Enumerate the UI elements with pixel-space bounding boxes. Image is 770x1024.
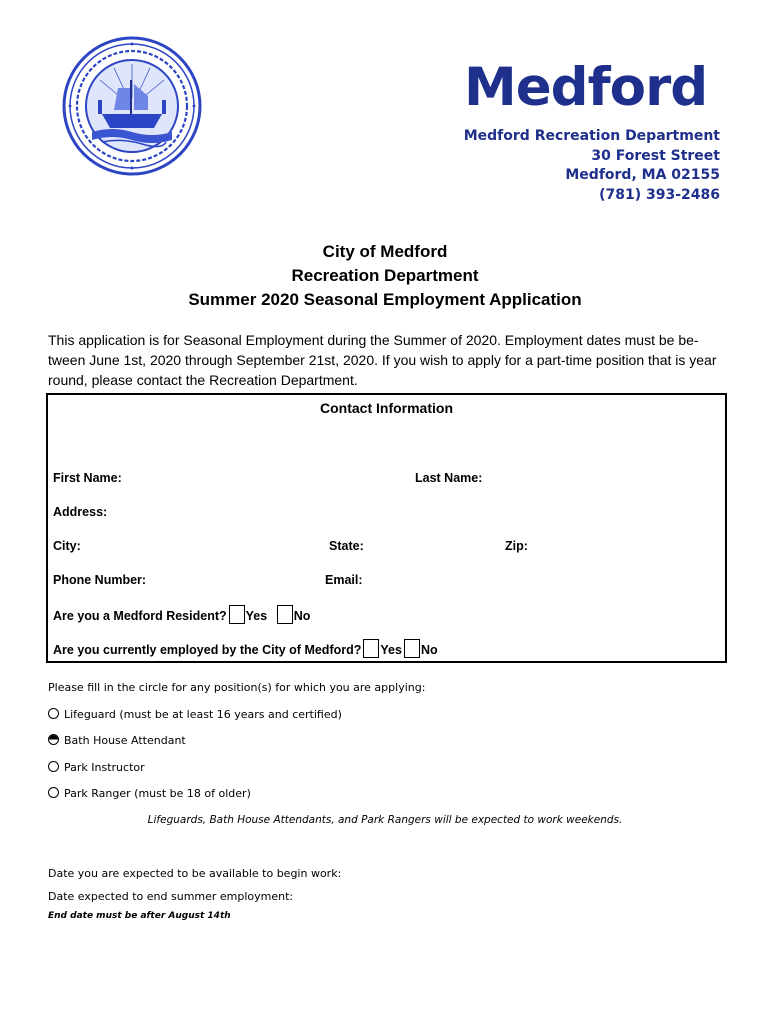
employed-yes-checkbox[interactable] — [363, 639, 379, 658]
city-state-zip: Medford, MA 02155 — [565, 167, 720, 183]
park-ranger-radio[interactable] — [48, 787, 59, 798]
department-name: Medford Recreation Department — [463, 128, 720, 144]
position-park-instructor[interactable] — [48, 761, 145, 774]
lifeguard-radio[interactable] — [48, 708, 59, 719]
last-name-field[interactable]: Last Name: — [415, 471, 483, 485]
resident-question-label: Are you a Medford Resident? — [53, 609, 227, 623]
end-date-field[interactable]: Date expected to end summer employment: — [48, 890, 294, 903]
resident-yes-label: Yes — [245, 609, 268, 623]
phone-number-field[interactable]: Phone Number: — [53, 573, 147, 587]
email-field[interactable]: Email: — [325, 573, 363, 587]
resident-yes-checkbox[interactable] — [229, 605, 245, 624]
position-label: Bath House Attendant — [64, 734, 186, 747]
weekend-note: Lifeguards, Bath House Attendants, and Park Rangers will be expected to work weekends. — [147, 814, 623, 826]
city-field[interactable]: City: — [53, 539, 81, 553]
employed-question — [53, 639, 438, 658]
department-address — [464, 127, 720, 205]
employed-no-checkbox[interactable] — [404, 639, 420, 658]
first-name-field[interactable]: First Name: — [53, 471, 122, 485]
zip-field[interactable]: Zip: — [505, 539, 528, 553]
section-title: Contact Information — [320, 400, 453, 416]
position-label: Lifeguard (must be at least 16 years and certified) — [64, 708, 342, 721]
title-application: Summer 2020 Seasonal Employment Application — [188, 290, 582, 309]
resident-question — [53, 605, 310, 624]
position-park-ranger[interactable] — [48, 787, 251, 800]
position-label: Park Instructor — [64, 761, 145, 774]
position-lifeguard[interactable] — [48, 708, 342, 721]
intro-line: round, please contact the Recreation Department. — [48, 372, 358, 388]
bath-house-attendant-radio[interactable] — [48, 734, 59, 745]
intro-line: This application is for Seasonal Employment during the Summer of 2020. Employment dates must be be- — [48, 332, 699, 348]
intro-line: tween June 1st, 2020 through September 21st, 2020. If you wish to apply for a part-time position that is year — [48, 352, 717, 368]
intro-paragraph — [48, 330, 728, 390]
address-field[interactable]: Address: — [53, 505, 108, 519]
start-date-field[interactable]: Date you are expected to be available to begin work: — [48, 867, 342, 880]
street-address: 30 Forest Street — [591, 147, 720, 164]
employed-no-label: No — [420, 643, 438, 657]
employed-yes-label: Yes — [380, 643, 402, 657]
state-field[interactable]: State: — [329, 539, 364, 553]
park-instructor-radio[interactable] — [48, 761, 59, 772]
positions-prompt: Please fill in the circle for any position(s) for which you are applying: — [48, 681, 426, 694]
title-department: Recreation Department — [291, 266, 479, 285]
medford-wordmark: Medford — [464, 57, 708, 118]
title-city: City of Medford — [322, 242, 448, 261]
employed-question-label: Are you currently employed by the City of Medford? — [53, 643, 362, 657]
contact-information-section — [46, 393, 727, 663]
document-title — [0, 240, 770, 312]
position-label: Park Ranger (must be 18 of older) — [64, 787, 251, 800]
position-bath-house-attendant[interactable] — [48, 734, 186, 747]
phone-number: (781) 393-2486 — [599, 186, 720, 203]
city-seal-image — [62, 36, 202, 176]
end-date-note: End date must be after August 14th — [48, 911, 231, 921]
resident-no-checkbox[interactable] — [277, 605, 293, 624]
resident-no-label: No — [293, 609, 311, 623]
